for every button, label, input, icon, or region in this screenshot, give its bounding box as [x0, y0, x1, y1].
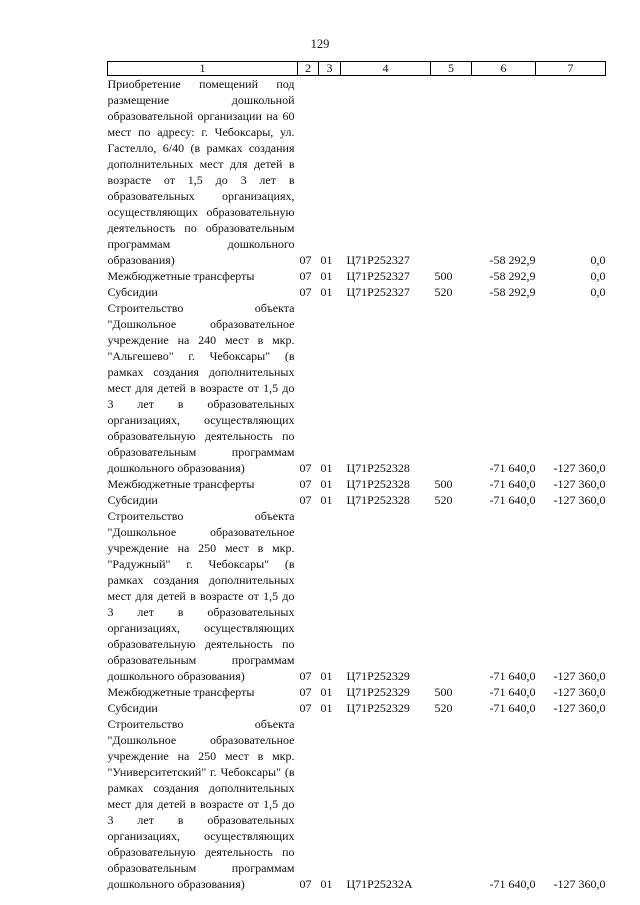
- amount-col-6: -71 640,0: [489, 461, 536, 475]
- table-row: [108, 284, 606, 300]
- section-code: 07: [299, 477, 312, 491]
- column-header: 3: [319, 62, 341, 76]
- expense-type-code: 520: [434, 701, 453, 715]
- item-name: Строительство объекта "Дошкольное образовательное учреждение на 250 мест в мкр. "Университетский" г. Чебоксары" (в рамках создания дополнительных мест для детей в возрасте от 1,5 до 3 лет в образовательных организациях, осуществляющих образовательную деятельность по образовательным программам дошкольного образования): [107, 717, 295, 891]
- target-article-code: Ц71Р252329: [346, 685, 410, 699]
- amount-col-7: -127 360,0: [553, 669, 606, 683]
- table-row: [108, 492, 606, 508]
- expense-type-code: [431, 716, 472, 892]
- amount-col-6: -58 292,9: [489, 269, 536, 283]
- amount-col-7: -127 360,0: [553, 685, 606, 699]
- amount-col-7: -127 360,0: [553, 461, 606, 475]
- expense-type-code: 500: [434, 269, 453, 283]
- column-header: 2: [298, 62, 319, 76]
- column-header: 4: [341, 62, 431, 76]
- section-code: 07: [299, 701, 312, 715]
- expense-type-code: 520: [434, 493, 453, 507]
- item-name: Субсидии: [107, 701, 158, 715]
- subsection-code: 01: [320, 269, 333, 283]
- target-article-code: Ц71Р252328: [346, 493, 410, 507]
- expense-type-code: 500: [434, 685, 453, 699]
- target-article-code: Ц71Р252328: [346, 461, 410, 475]
- column-header: 6: [472, 62, 536, 76]
- section-code: 07: [299, 493, 312, 507]
- expense-type-code: [431, 508, 472, 684]
- item-name: Субсидии: [107, 493, 158, 507]
- section-code: 07: [299, 461, 312, 475]
- expense-type-code: 520: [434, 285, 453, 299]
- section-code: 07: [299, 253, 312, 267]
- target-article-code: Ц71Р252329: [346, 701, 410, 715]
- section-code: 07: [299, 669, 312, 683]
- item-name: Межбюджетные трансферты: [107, 685, 255, 699]
- item-name: Строительство объекта "Дошкольное образовательное учреждение на 240 мест в мкр. "Альгешево" г. Чебоксары" (в рамках создания дополнительных мест для детей в возрасте от 1,5 до 3 лет в образовательных организациях, осуществляющих образовательную деятельность по образовательным программам дошкольного образования): [107, 301, 295, 475]
- section-code: 07: [299, 285, 312, 299]
- subsection-code: 01: [320, 701, 333, 715]
- table-row: [108, 300, 606, 476]
- column-header: 1: [108, 62, 298, 76]
- table-row: [108, 684, 606, 700]
- column-header: 7: [536, 62, 606, 76]
- target-article-code: Ц71Р252327: [346, 253, 410, 267]
- target-article-code: Ц71Р252328: [346, 477, 410, 491]
- amount-col-6: -71 640,0: [489, 685, 536, 699]
- subsection-code: 01: [320, 477, 333, 491]
- target-article-code: Ц71Р25232А: [346, 877, 413, 891]
- amount-col-6: -58 292,9: [489, 253, 536, 267]
- budget-table: [107, 61, 606, 892]
- amount-col-7: -127 360,0: [553, 477, 606, 491]
- subsection-code: 01: [320, 669, 333, 683]
- table-row: [108, 700, 606, 716]
- amount-col-6: -71 640,0: [489, 493, 536, 507]
- target-article-code: Ц71Р252329: [346, 669, 410, 683]
- target-article-code: Ц71Р252327: [346, 269, 410, 283]
- amount-col-6: -71 640,0: [489, 877, 536, 891]
- amount-col-7: -127 360,0: [553, 877, 606, 891]
- amount-col-7: 0,0: [590, 285, 606, 299]
- subsection-code: 01: [320, 877, 333, 891]
- subsection-code: 01: [320, 685, 333, 699]
- section-code: 07: [299, 877, 312, 891]
- page-number: 129: [310, 37, 330, 51]
- section-code: 07: [299, 269, 312, 283]
- expense-type-code: [431, 76, 472, 269]
- table-row: [108, 76, 606, 269]
- table-row: [108, 508, 606, 684]
- subsection-code: 01: [320, 493, 333, 507]
- column-header: 5: [431, 62, 472, 76]
- item-name: Строительство объекта "Дошкольное образовательное учреждение на 250 мест в мкр. "Радужный" г. Чебоксары" (в рамках создания дополнительных мест для детей в возрасте от 1,5 до 3 лет в образовательных организациях, осуществляющих образовательную деятельность по образовательным программам дошкольного образования): [107, 509, 295, 683]
- subsection-code: 01: [320, 461, 333, 475]
- target-article-code: Ц71Р252327: [346, 285, 410, 299]
- expense-type-code: 500: [434, 477, 453, 491]
- amount-col-6: -71 640,0: [489, 701, 536, 715]
- item-name: Субсидии: [107, 285, 158, 299]
- table-row: [108, 268, 606, 284]
- expense-type-code: [431, 300, 472, 476]
- amount-col-6: -71 640,0: [489, 477, 536, 491]
- item-name: Межбюджетные трансферты: [107, 269, 255, 283]
- item-name: Приобретение помещений под размещение дошкольной образовательной организации на 60 мест по адресу: г. Чебоксары, ул. Гастелло, 6/40 (в рамках создания дополнительных мест для детей в возрасте от 1,5 до 3 лет в образовательных организациях, осуществляющих образовательную деятельность по образовательным программам дошкольного образования): [107, 77, 295, 267]
- subsection-code: 01: [320, 253, 333, 267]
- item-name: Межбюджетные трансферты: [107, 477, 255, 491]
- amount-col-6: -58 292,9: [489, 285, 536, 299]
- subsection-code: 01: [320, 285, 333, 299]
- table-row: [108, 716, 606, 892]
- amount-col-7: 0,0: [590, 269, 606, 283]
- table-header-row: [108, 62, 606, 76]
- amount-col-6: -71 640,0: [489, 669, 536, 683]
- amount-col-7: -127 360,0: [553, 701, 606, 715]
- section-code: 07: [299, 685, 312, 699]
- table-row: [108, 476, 606, 492]
- amount-col-7: -127 360,0: [553, 493, 606, 507]
- amount-col-7: 0,0: [590, 253, 606, 267]
